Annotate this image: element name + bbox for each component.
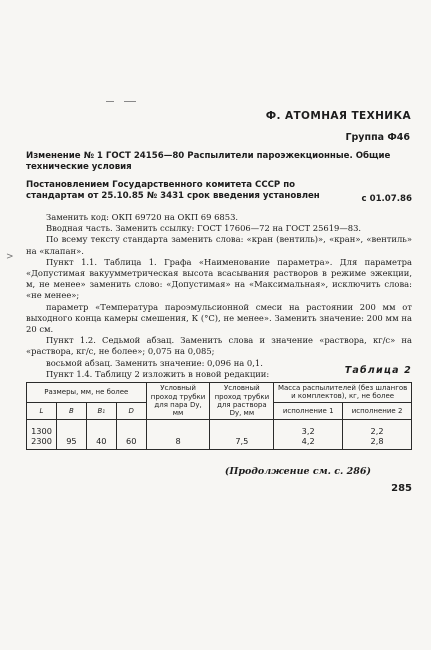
cell-steam: 8 bbox=[146, 436, 210, 450]
paragraph: Пункт 1.1. Таблица 1. Графа «Наименование параметра». Для параметра «Допустимая вакуумметрическая высота всасывания растворов в режиме эжекции, м, не менее» заменить слово: «Допустимая» на «Максимальная», исключить слова: «не менее»; bbox=[26, 256, 412, 301]
paragraph: Вводная часть. Заменить ссылку: ГОСТ 17606—72 на ГОСТ 25619—83. bbox=[46, 223, 362, 234]
paragraph: Заменить код: ОКП 69720 на ОКП 69 6853. bbox=[46, 212, 239, 222]
header-dimensions: Размеры, мм, не более bbox=[27, 383, 147, 403]
cell-L: 2300 bbox=[27, 436, 57, 450]
cell-B1: 40 bbox=[86, 436, 116, 450]
paragraph: Пункт 1.2. Седьмой абзац. Заменить слова и значение «раствора, кг/с» на «раствора, кг/с, не более»; 0,075 на 0,085; bbox=[26, 335, 412, 357]
cell-D: 60 bbox=[116, 436, 146, 450]
dimensions-table bbox=[26, 382, 412, 450]
col-B1: B₁ bbox=[86, 402, 116, 419]
cell-solution: 7,5 bbox=[210, 436, 274, 450]
header-mass: Масса распылителей (без шлангов и комплектов), кг, не более bbox=[274, 383, 412, 403]
cell-D bbox=[116, 419, 146, 436]
col-D: D bbox=[116, 402, 146, 419]
change-title: Изменение № 1 ГОСТ 24156—80 Распылители пароэжекционные. Общие технические условия bbox=[26, 151, 391, 172]
table-row bbox=[27, 436, 412, 450]
table-row bbox=[27, 419, 412, 436]
scan-mark bbox=[124, 101, 136, 102]
paragraph: По всему тексту стандарта заменить слова: «кран (вентиль)», «кран», «вентиль» на «клапан». bbox=[26, 234, 412, 256]
table-label: Таблица 2 bbox=[344, 365, 412, 376]
margin-mark: > bbox=[6, 252, 14, 262]
col-version-2: исполнение 2 bbox=[343, 402, 412, 419]
col-version-1: исполнение 1 bbox=[274, 402, 343, 419]
paragraph: Пункт 1.4. Таблицу 2 изложить в новой редакции: bbox=[46, 368, 270, 379]
cell-mass-1: 4,2 bbox=[274, 436, 343, 450]
header-steam-tube: Условный проход трубки для пара Dу, мм bbox=[146, 383, 210, 420]
section-title: Ф. АТОМНАЯ ТЕХНИКА bbox=[265, 110, 411, 122]
effective-date: с 01.07.86 bbox=[361, 194, 412, 204]
cell-mass-2: 2,2 bbox=[343, 419, 412, 436]
document-body bbox=[26, 212, 412, 380]
cell-B1 bbox=[86, 419, 116, 436]
scan-mark bbox=[106, 101, 114, 102]
cell-B bbox=[56, 419, 86, 436]
paragraph: параметр «Температура пароэмульсионной смеси на растоянии 200 мм от выходного конца камеры смешения, К (°С), не менее». Заменить значение: 200 мм на 20 см. bbox=[26, 301, 412, 335]
cell-L: 1300 bbox=[27, 419, 57, 436]
cell-mass-1: 3,2 bbox=[274, 419, 343, 436]
paragraph: восьмой абзац. Заменить значение: 0,096 на 0,1. bbox=[46, 357, 263, 368]
page-number: 285 bbox=[391, 483, 412, 494]
continued-note: (Продолжение см. с. 286) bbox=[224, 466, 371, 477]
cell-solution bbox=[210, 419, 274, 436]
header-solution-tube: Условный проход трубки для раствора Dу, мм bbox=[210, 383, 274, 420]
cell-steam bbox=[146, 419, 210, 436]
col-L: L bbox=[27, 402, 57, 419]
cell-mass-2: 2,8 bbox=[343, 436, 412, 450]
decree-text: Постановлением Государственного комитета СССР по стандартам от 25.10.85 № 3431 срок введения установлен bbox=[26, 180, 320, 201]
col-B: B bbox=[56, 402, 86, 419]
group-code: Группа Ф46 bbox=[345, 132, 410, 143]
cell-B: 95 bbox=[56, 436, 86, 450]
